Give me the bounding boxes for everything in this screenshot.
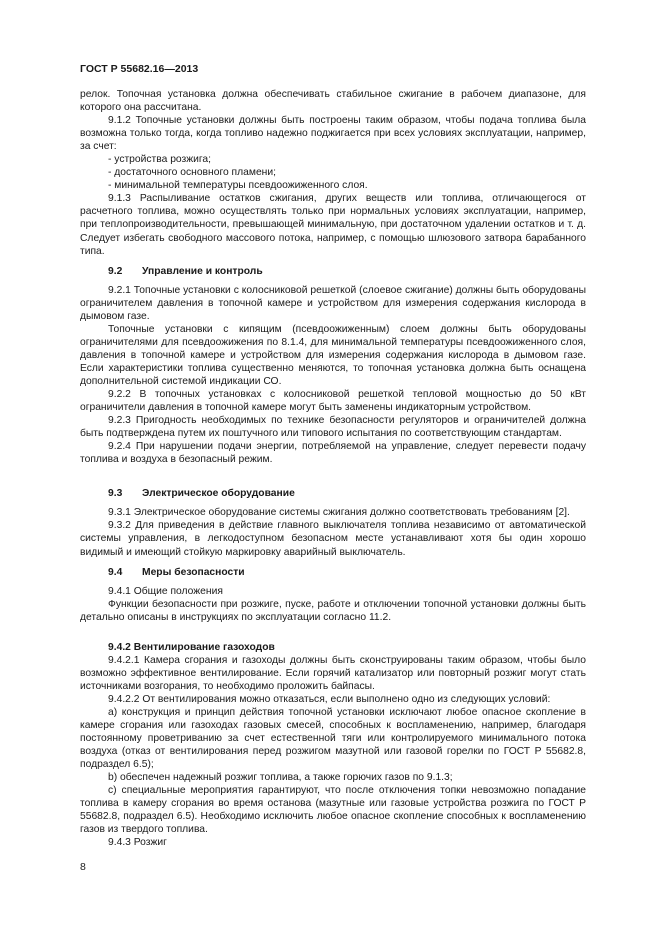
paragraph: 9.4.2.2 От вентилирования можно отказаться, если выполнено одно из следующих условий: xyxy=(108,693,551,705)
paragraph: 9.2.4 При нарушении подачи энергии, потребляемой на управление, следует перевести подачу топлива и воздуха в безопасный режим. xyxy=(80,441,586,466)
paragraph: Топочные установки с кипящим (псевдоожиженным) слоем должны быть оборудованы ограничителями для псевдоожижения по 8.1.4, для минимальной температуры псевдоожиженного слоя, давления в топочной камере и устройством для измерения содержания кислорода в дымовом газе. Если характеристики топлива существенно меняются, то топочная установка должна быть оснащена дополнительной системой индикации СО. xyxy=(80,323,586,387)
paragraph: 9.2.2 В топочных установках с колосниковой решеткой тепловой мощностью до 50 кВт ограничители давления в топочной камере могут быть заменены индикаторным устройством. xyxy=(80,389,586,414)
paragraph: 9.3.2 Для приведения в действие главного выключателя топлива независимо от автоматической системы управления, в легкодоступном безопасном месте устанавливают хотя бы один хорошо видимый и имеющий стойкую маркировку аварийный выключатель. xyxy=(80,520,586,558)
section-heading: 9.3 Электрическое оборудование xyxy=(108,488,295,500)
paragraph: 9.3.1 Электрическое оборудование системы сжигания должно соответствовать требованиям [2]. xyxy=(108,507,570,519)
list-item: - достаточного основного пламени; xyxy=(108,167,276,179)
paragraph: 9.4.1 Общие положения xyxy=(108,585,223,597)
paragraph: 9.2.3 Пригодность необходимых по технике безопасности регуляторов и ограничителей должна быть подтверждена путем их поштучного или типового испытания по соответствующим стандартам. xyxy=(80,415,586,440)
paragraph: 9.1.2 Топочные установки должны быть построены таким образом, чтобы подача топлива была возможна только тогда, когда топливо надежно поджигается при всех условиях эксплуатации, например, за счет: xyxy=(80,115,586,153)
list-item: - минимальной температуры псевдоожиженного слоя. xyxy=(108,180,368,192)
subsection-heading: 9.4.2 Вентилирование газоходов xyxy=(108,641,275,653)
page-number: 8 xyxy=(80,861,86,873)
paragraph: 9.4.3 Розжиг xyxy=(108,837,167,849)
paragraph: b) обеспечен надежный розжиг топлива, а также горючих газов по 9.1.3; xyxy=(108,772,453,784)
document-header: ГОСТ Р 55682.16—2013 xyxy=(80,63,199,75)
section-heading: 9.2 Управление и контроль xyxy=(108,265,263,277)
paragraph: релок. Топочная установка должна обеспечивать стабильное сжигание в рабочем диапазоне, для которого она рассчитана. xyxy=(80,89,586,114)
document-body xyxy=(80,88,586,849)
list-item: - устройства розжига; xyxy=(108,154,212,166)
paragraph: 9.4.2.1 Камера сгорания и газоходы должны быть сконструированы таким образом, чтобы было возможно эффективное вентилирование. Если горячий катализатор или повторный розжиг могут стать источниками возгорания, то необходимо проложить байпасы. xyxy=(80,654,586,692)
paragraph: 9.2.1 Топочные установки с колосниковой решеткой (слоевое сжигание) должны быть оборудованы ограничителем давления в топочной камере и устройством для измерения содержания кислорода в дымовом газе. xyxy=(80,284,586,322)
paragraph: с) специальные мероприятия гарантируют, что после отключения топки невозможно попадание топлива в камеру сгорания во время останова (мазутные или газовые устройства розжига по ГОСТ Р 55682.8, подраздел 6.5). Необходимо исключить любое опасное скопление способных к воспламенению газов из твердого топлива. xyxy=(80,785,586,836)
section-heading: 9.4 Меры безопасности xyxy=(108,566,245,578)
paragraph: Функции безопасности при розжиге, пуске, работе и отключении топочной установки должны быть детально описаны в инструкциях по эксплуатации согласно 11.2. xyxy=(80,598,586,623)
paragraph: 9.1.3 Распыливание остатков сжигания, других веществ или топлива, отличающегося от расчетного топлива, можно осуществлять только при нормальных условиях эксплуатации, например, при теплопроизводительности, превышающей минимальную, при достаточном удалении остатков и т. д. Следует избегать свободного массового потока, например, с помощью шлюзового затвора барабанного типа. xyxy=(80,193,586,257)
paragraph: а) конструкция и принцип действия топочной установки исключают любое опасное скопление в камере сгорания или газоходах газовых смесей, способных к воспламенению, например, благодаря постоянному проветриванию за счет естественной тяги или контролируемого минимального потока воздуха (отказ от вентилирования перед розжигом мазутной или газовой горелки по ГОСТ Р 55682.8, подраздел 6.5); xyxy=(80,706,586,771)
